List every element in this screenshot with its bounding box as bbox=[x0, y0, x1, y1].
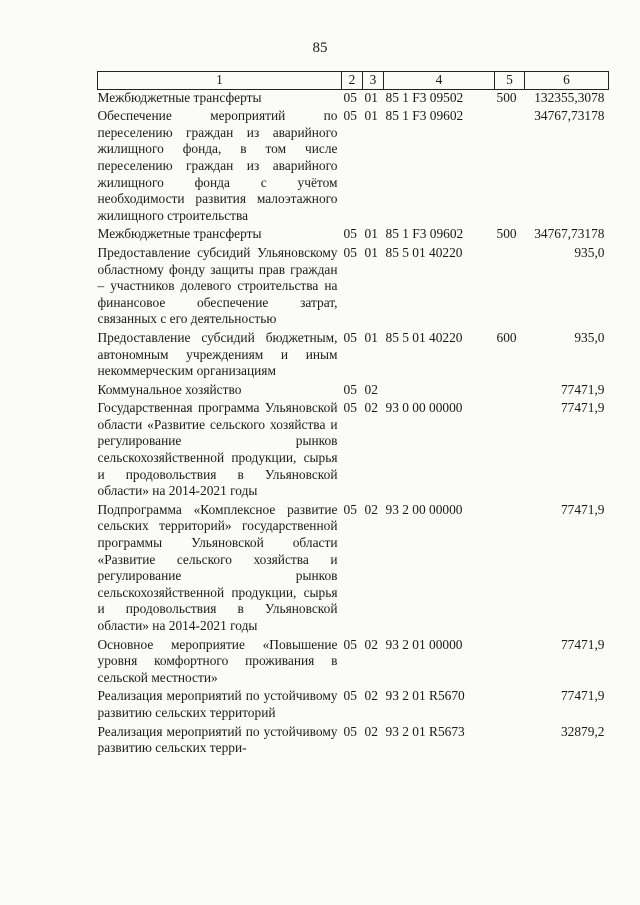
row-expense-type bbox=[495, 245, 525, 330]
row-amount: 132355,3078 bbox=[534, 89, 605, 105]
table-row bbox=[98, 245, 609, 330]
row-section: 05 bbox=[343, 723, 357, 739]
row-subsection: 01 bbox=[364, 226, 378, 242]
row-target-article: 93 0 00 00000 bbox=[385, 400, 463, 416]
row-subsection: 01 bbox=[364, 329, 378, 345]
table-row bbox=[98, 400, 609, 502]
header-amount: 6 bbox=[525, 72, 609, 90]
row-name: Межбюджетные трансферты bbox=[97, 226, 262, 242]
row-name: Предоставление субсидий Ульяновскому областному фонду защиты прав граждан – участников долевого строительства на финансовое обеспечение затрат, связанных с его деятельностью bbox=[97, 244, 338, 327]
table-row bbox=[98, 226, 609, 245]
row-name: Основное мероприятие «Повышение уровня комфортного проживания в сельской местности» bbox=[97, 636, 338, 685]
row-expense-type bbox=[495, 400, 525, 502]
row-name: Предоставление субсидий бюджетным, автономным учреждениям и иным некоммерческим организациям bbox=[97, 329, 338, 379]
row-section: 05 bbox=[343, 381, 357, 397]
table-row bbox=[98, 89, 609, 108]
row-amount: 77471,9 bbox=[560, 688, 605, 704]
table-row bbox=[98, 637, 609, 689]
row-subsection: 02 bbox=[364, 723, 378, 739]
row-expense-type: 500 bbox=[496, 89, 517, 105]
table-row bbox=[98, 688, 609, 723]
row-section: 05 bbox=[343, 226, 357, 242]
row-name: Межбюджетные трансферты bbox=[97, 89, 262, 105]
row-section: 05 bbox=[343, 89, 357, 105]
row-expense-type bbox=[495, 637, 525, 689]
header-expense-type: 5 bbox=[495, 72, 525, 90]
page-number: 85 bbox=[312, 40, 328, 56]
row-amount: 77471,9 bbox=[560, 381, 605, 397]
row-section: 05 bbox=[343, 329, 357, 345]
row-target-article: 85 5 01 40220 bbox=[385, 244, 463, 260]
row-target-article bbox=[384, 382, 495, 401]
row-name: Реализация мероприятий по устойчивому развитию сельских терри- bbox=[97, 723, 338, 756]
row-amount: 77471,9 bbox=[560, 400, 605, 416]
table-row bbox=[98, 382, 609, 401]
table-row bbox=[98, 108, 609, 226]
row-name: Государственная программа Ульяновской области «Развитие сельского хозяйства и регулирование рынков сельскохозяйственной продукции, сырья и продовольствия в Ульяновской области» на 2014-2021 годы bbox=[97, 400, 338, 499]
header-section: 2 bbox=[342, 72, 363, 90]
row-name: Подпрограмма «Комплексное развитие сельских территорий» государственной программы Ульяновской области «Развитие сельского хозяйства и регулирование рынков сельскохозяйственной продукции, сырья и продовольствия в Ульяновской области» на 2014-2021 годы bbox=[97, 501, 338, 633]
row-subsection: 02 bbox=[364, 501, 378, 517]
row-expense-type bbox=[495, 108, 525, 226]
header-name: 1 bbox=[98, 72, 342, 90]
row-section: 05 bbox=[343, 501, 357, 517]
row-subsection: 01 bbox=[364, 108, 378, 124]
row-target-article: 85 1 F3 09602 bbox=[385, 226, 464, 242]
row-amount: 935,0 bbox=[574, 244, 605, 260]
row-subsection: 02 bbox=[364, 636, 378, 652]
row-section: 05 bbox=[343, 400, 357, 416]
row-amount: 77471,9 bbox=[560, 501, 605, 517]
row-section: 05 bbox=[343, 688, 357, 704]
row-amount: 935,0 bbox=[574, 329, 605, 345]
row-target-article: 85 1 F3 09502 bbox=[385, 89, 464, 105]
row-subsection: 02 bbox=[364, 400, 378, 416]
header-target-article: 4 bbox=[384, 72, 495, 90]
row-subsection: 01 bbox=[364, 89, 378, 105]
row-subsection: 01 bbox=[364, 244, 378, 260]
row-target-article: 93 2 00 00000 bbox=[385, 501, 463, 517]
row-expense-type bbox=[495, 502, 525, 637]
row-amount: 77471,9 bbox=[560, 636, 605, 652]
row-name: Обеспечение мероприятий по переселению граждан из аварийного жилищного фонда, в том числе переселению граждан из аварийного жилищного фонда с учётом необходимости развития малоэтажного жилищного строительства bbox=[97, 108, 338, 223]
row-name: Реализация мероприятий по устойчивому развитию сельских территорий bbox=[97, 688, 338, 720]
row-amount: 34767,73178 bbox=[534, 226, 605, 242]
row-expense-type: 600 bbox=[496, 329, 517, 345]
table-row bbox=[98, 724, 609, 759]
row-target-article: 85 1 F3 09602 bbox=[385, 108, 464, 124]
row-name: Коммунальное хозяйство bbox=[97, 381, 242, 397]
row-expense-type bbox=[495, 688, 525, 723]
row-section: 05 bbox=[343, 244, 357, 260]
row-expense-type bbox=[495, 724, 525, 759]
row-expense-type: 500 bbox=[496, 226, 517, 242]
table-row bbox=[98, 330, 609, 382]
row-section: 05 bbox=[343, 636, 357, 652]
header-row bbox=[98, 72, 609, 90]
row-expense-type bbox=[495, 382, 525, 401]
row-target-article: 93 2 01 R5670 bbox=[385, 688, 465, 704]
row-section: 05 bbox=[343, 108, 357, 124]
row-amount: 34767,73178 bbox=[534, 108, 605, 124]
row-target-article: 93 2 01 00000 bbox=[385, 636, 463, 652]
header-subsection: 3 bbox=[363, 72, 384, 90]
row-target-article: 85 5 01 40220 bbox=[385, 329, 463, 345]
row-amount: 32879,2 bbox=[560, 723, 605, 739]
table-row bbox=[98, 502, 609, 637]
row-target-article: 93 2 01 R5673 bbox=[385, 723, 465, 739]
row-subsection: 02 bbox=[364, 381, 378, 397]
row-subsection: 02 bbox=[364, 688, 378, 704]
budget-table bbox=[97, 71, 609, 759]
